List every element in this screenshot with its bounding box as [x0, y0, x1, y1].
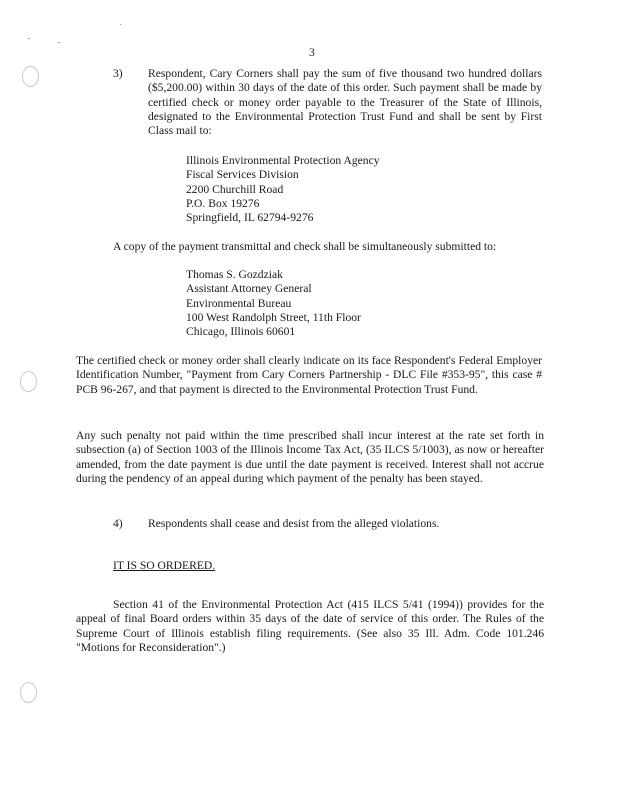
address-line: Fiscal Services Division: [186, 168, 299, 182]
copy-line: A copy of the payment transmittal and check shall be simultaneously submitted to:: [113, 240, 497, 253]
item-4-number: 4): [113, 517, 123, 530]
section-41-paragraph: Section 41 of the Environmental Protection Act (415 ILCS 5/41 (1994)) provides for the appeal of final Board orders within 35 days of the date of service of this order. The Rules of the Supreme Court of Illinois establish filing requirements. (See also 35 Ill. Adm. Code 101.246 "Motions for Reconsideration".): [76, 598, 544, 654]
address-line: Environmental Bureau: [186, 296, 292, 310]
item-4-text: Respondents shall cease and desist from the alleged violations.: [148, 517, 440, 530]
address-line: 2200 Churchill Road: [186, 182, 284, 196]
scan-speck: [58, 42, 60, 43]
address-line: 100 West Randolph Street, 11th Floor: [186, 310, 361, 324]
address-line: Springfield, IL 62794-9276: [186, 211, 314, 225]
certified-check-paragraph: The certified check or money order shall clearly indicate on its face Respondent's Federal Employer Identification Number, "Payment from Cary Corners Partnership - DLC File #353-95", this case # PCB 96-267, and that payment is directed to the Environmental Protection Trust Fund.: [76, 354, 542, 396]
punch-hole-bottom: [20, 682, 37, 703]
penalty-paragraph: Any such penalty not paid within the time prescribed shall incur interest at the rate set forth in subsection (a) of Section 1003 of the Illinois Income Tax Act, (35 ILCS 5/1003), as now or hereafter amended, from the date payment is due until the date payment is received. Interest shall not accrue during the pendency of an appeal during which payment of the penalty has been stayed.: [76, 429, 544, 485]
so-ordered-heading: IT IS SO ORDERED.: [113, 559, 216, 572]
address-line: Assistant Attorney General: [186, 282, 312, 296]
scan-speck: [28, 38, 30, 39]
address-line: Chicago, Illinois 60601: [186, 325, 296, 339]
address-line: Thomas S. Gozdziak: [186, 268, 283, 281]
item-3-number: 3): [113, 67, 123, 80]
item-3-text: Respondent, Cary Corners shall pay the sum of five thousand two hundred dollars ($5,200.00) within 30 days of the date of this order. Such payment shall be made by certified check or money order payable to the Treasurer of the State of Illinois, designated to the Environmental Protection Trust Fund and shall be sent by First Class mail to:: [148, 67, 542, 138]
address-attorney-general: [186, 268, 361, 339]
scan-speck: [120, 24, 121, 25]
address-line: Illinois Environmental Protection Agency: [186, 154, 380, 167]
address-iepa: [186, 154, 380, 225]
page-number: 3: [309, 46, 315, 59]
punch-hole-top: [22, 66, 39, 87]
address-line: P.O. Box 19276: [186, 196, 260, 210]
punch-hole-middle: [20, 371, 37, 392]
